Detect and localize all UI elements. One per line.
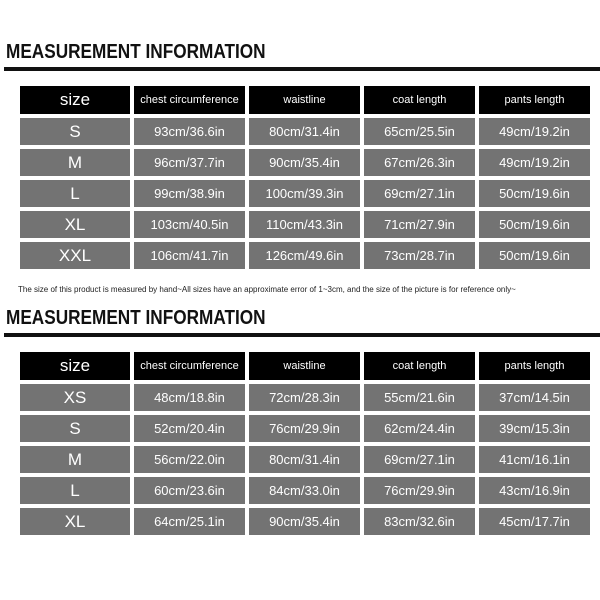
header-row [20,86,590,114]
chart-2-title: MEASUREMENT INFORMATION [6,307,266,329]
chest-cell: 60cm/23.6in [134,477,245,504]
waist-cell: 80cm/31.4in [249,446,360,473]
header-waistline: waistline [249,352,360,380]
header-chest-circumference: chest circumference [134,86,245,114]
waist-cell: 90cm/35.4in [249,508,360,535]
table-row [20,242,590,269]
pants-length-cell: 37cm/14.5in [479,384,590,411]
table-row [20,446,590,473]
table-row [20,477,590,504]
waist-cell: 126cm/49.6in [249,242,360,269]
header-row [20,352,590,380]
coat-length-cell: 67cm/26.3in [364,149,475,176]
coat-length-cell: 73cm/28.7in [364,242,475,269]
size-cell: M [20,446,130,473]
size-cell: S [20,118,130,145]
header-coat-length: coat length [364,352,475,380]
size-cell: S [20,415,130,442]
pants-length-cell: 49cm/19.2in [479,149,590,176]
header-pants-length: pants length [479,86,590,114]
chest-cell: 93cm/36.6in [134,118,245,145]
size-chart-1 [16,82,594,273]
waist-cell: 84cm/33.0in [249,477,360,504]
waist-cell: 100cm/39.3in [249,180,360,207]
pants-length-cell: 39cm/15.3in [479,415,590,442]
chart-1-title-rule [4,67,600,71]
measurement-note: The size of this product is measured by hand~All sizes have an approximate error of 1~3cm, and the size of the picture is for reference only~ [18,285,516,294]
chest-cell: 64cm/25.1in [134,508,245,535]
waist-cell: 80cm/31.4in [249,118,360,145]
coat-length-cell: 83cm/32.6in [364,508,475,535]
coat-length-cell: 69cm/27.1in [364,180,475,207]
header-waistline: waistline [249,86,360,114]
table-row [20,415,590,442]
coat-length-cell: 71cm/27.9in [364,211,475,238]
pants-length-cell: 50cm/19.6in [479,180,590,207]
coat-length-cell: 76cm/29.9in [364,477,475,504]
chest-cell: 96cm/37.7in [134,149,245,176]
chest-cell: 103cm/40.5in [134,211,245,238]
chart-2-title-rule [4,333,600,337]
coat-length-cell: 69cm/27.1in [364,446,475,473]
header-pants-length: pants length [479,352,590,380]
waist-cell: 110cm/43.3in [249,211,360,238]
pants-length-cell: 41cm/16.1in [479,446,590,473]
chest-cell: 56cm/22.0in [134,446,245,473]
waist-cell: 76cm/29.9in [249,415,360,442]
header-chest-circumference: chest circumference [134,352,245,380]
waist-cell: 90cm/35.4in [249,149,360,176]
pants-length-cell: 45cm/17.7in [479,508,590,535]
pants-length-cell: 43cm/16.9in [479,477,590,504]
chest-cell: 48cm/18.8in [134,384,245,411]
table-row [20,384,590,411]
header-coat-length: coat length [364,86,475,114]
coat-length-cell: 65cm/25.5in [364,118,475,145]
waist-cell: 72cm/28.3in [249,384,360,411]
size-cell: XXL [20,242,130,269]
size-cell: L [20,180,130,207]
header-size: size [20,86,130,114]
pants-length-cell: 49cm/19.2in [479,118,590,145]
size-cell: XL [20,508,130,535]
coat-length-cell: 62cm/24.4in [364,415,475,442]
pants-length-cell: 50cm/19.6in [479,211,590,238]
chart-1-title: MEASUREMENT INFORMATION [6,41,266,63]
size-cell: XS [20,384,130,411]
table-row [20,180,590,207]
table-row [20,118,590,145]
size-cell: XL [20,211,130,238]
table-row [20,211,590,238]
size-chart-2 [16,348,594,539]
header-size: size [20,352,130,380]
size-cell: L [20,477,130,504]
size-cell: M [20,149,130,176]
table-row [20,508,590,535]
chest-cell: 106cm/41.7in [134,242,245,269]
chest-cell: 99cm/38.9in [134,180,245,207]
coat-length-cell: 55cm/21.6in [364,384,475,411]
pants-length-cell: 50cm/19.6in [479,242,590,269]
table-row [20,149,590,176]
chest-cell: 52cm/20.4in [134,415,245,442]
